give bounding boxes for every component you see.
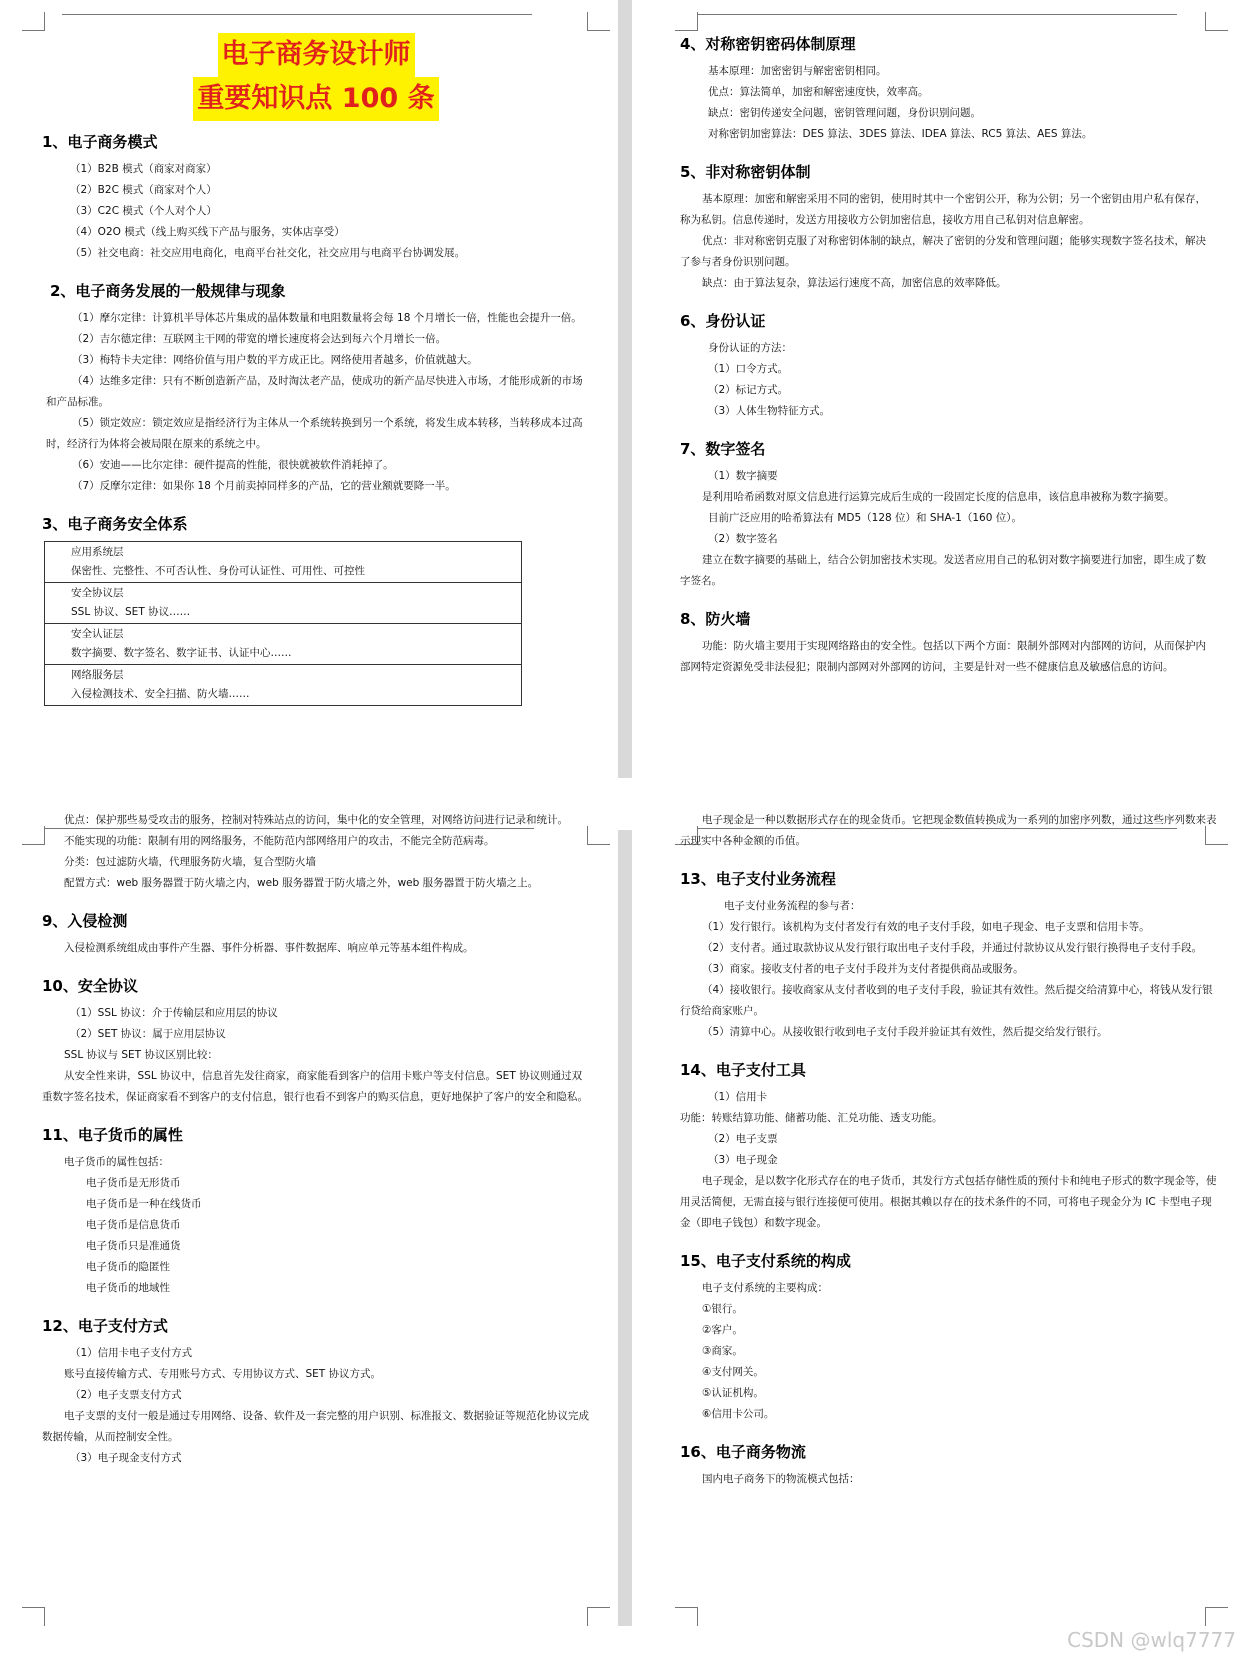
paragraph: 功能：防火墙主要用于实现网络路由的安全性。包括以下两个方面：限制外部网对内部网的访问，从而保护内部网特定资源免受非法侵犯；限制内部网对外部网的访问，主要是针对一些不健康信息及敏感信息的访问。 bbox=[680, 640, 1206, 673]
list-item: ①银行。 bbox=[702, 1303, 743, 1315]
table-cell bbox=[45, 542, 522, 583]
paragraph: 目前广泛应用的哈希算法有 MD5（128 位）和 SHA-1（160 位）。 bbox=[708, 512, 1022, 524]
table-row bbox=[45, 665, 522, 706]
table-row bbox=[45, 583, 522, 624]
paragraph: 建立在数字摘要的基础上，结合公钥加密技术实现。发送者应用自己的私钥对数字摘要进行加密，即生成了数字签名。 bbox=[680, 554, 1206, 587]
list-item: （1）发行银行。该机构为支付者发行有效的电子支付手段，如电子现金、电子支票和信用卡等。 bbox=[702, 921, 1150, 933]
list-item: （2）SET 协议：属于应用层协议 bbox=[70, 1028, 226, 1040]
document-page-1 bbox=[22, 0, 610, 778]
paragraph: 基本原理：加密和解密采用不同的密钥，使用时其中一个密钥公开，称为公钥；另一个密钥由用户私有保存，称为私钥。信息传递时，发送方用接收方公钥加密信息，接收方用自己私钥对信息解密。 bbox=[680, 193, 1206, 226]
corner-mark bbox=[587, 12, 610, 31]
sub-heading: （2）电子支票支付方式 bbox=[70, 1389, 182, 1401]
page-1-content bbox=[42, 33, 590, 706]
sub-heading: （1）信用卡 bbox=[708, 1091, 768, 1103]
paragraph: 优点：非对称密钥克服了对称密钥体制的缺点，解决了密钥的分发和管理问题；能够实现数字签名技术，解决了参与者身份识别问题。 bbox=[680, 235, 1206, 268]
title-line-2: 重要知识点 100 条 bbox=[193, 77, 438, 121]
table-row bbox=[45, 624, 522, 665]
table-row bbox=[45, 542, 522, 583]
list-item: （3）C2C 模式（个人对个人） bbox=[70, 205, 217, 217]
paragraph: 账号直接传输方式、专用账号方式、专用协议方式、SET 协议方式。 bbox=[64, 1368, 382, 1380]
table-cell bbox=[45, 665, 522, 706]
paragraph: （3）梅特卡夫定律：网络价值与用户数的平方成正比。网络使用者越多，价值就越大。 bbox=[72, 354, 478, 366]
list-item: 电子货币的隐匿性 bbox=[86, 1261, 170, 1273]
title-line-1: 电子商务设计师 bbox=[218, 33, 415, 77]
section-heading-8: 8、防火墙 bbox=[680, 610, 751, 628]
section-heading-9: 9、入侵检测 bbox=[42, 912, 128, 930]
layer-name: 安全协议层 bbox=[71, 587, 124, 599]
list-item: （4）O2O 模式（线上购买线下产品与服务，实体店享受） bbox=[70, 226, 345, 238]
section-heading-7: 7、数字签名 bbox=[680, 440, 766, 458]
section-heading-6: 6、身份认证 bbox=[680, 312, 766, 330]
list-item: ③商家。 bbox=[702, 1345, 743, 1357]
document-title bbox=[42, 33, 590, 77]
paragraph: 电子现金是一种以数据形式存在的现金货币。它把现金数值转换成为一系列的加密序列数，通过这些序列数来表示现实中各种金额的币值。 bbox=[680, 814, 1217, 847]
paragraph: 功能：转账结算功能、储蓄功能、汇兑功能、透支功能。 bbox=[680, 1112, 943, 1124]
corner-mark bbox=[1205, 1607, 1228, 1626]
list-item: 电子货币是信息货币 bbox=[86, 1219, 181, 1231]
list-item: 电子货币的地域性 bbox=[86, 1282, 170, 1294]
document-page-4 bbox=[675, 814, 1242, 1656]
paragraph: （5）锁定效应：锁定效应是指经济行为主体从一个系统转换到另一个系统，将发生成本转移，当转移成本过高时，经济行为体将会被局限在原来的系统之中。 bbox=[46, 417, 583, 450]
paragraph: 配置方式：web 服务器置于防火墙之内，web 服务器置于防火墙之外，web 服务器置于防火墙之上。 bbox=[64, 877, 539, 889]
list-item: ④支付网关。 bbox=[702, 1366, 764, 1378]
layer-detail: 保密性、完整性、不可否认性、身份可认证性、可用性、可控性 bbox=[71, 565, 365, 577]
list-item: （2）支付者。通过取款协议从发行银行取出电子支付手段，并通过付款协议从发行银行换得电子支付手段。 bbox=[702, 942, 1203, 954]
paragraph: （4）达维多定律：只有不断创造新产品，及时淘汰老产品，使成功的新产品尽快进入市场，才能形成新的市场和产品标准。 bbox=[46, 375, 583, 408]
paragraph: （6）安迪——比尔定律：硬件提高的性能，很快就被软件消耗掉了。 bbox=[72, 459, 394, 471]
section-heading-4: 4、对称密钥密码体制原理 bbox=[680, 35, 856, 53]
section-heading-2: 2、电子商务发展的一般规律与现象 bbox=[50, 282, 286, 300]
page-4-content bbox=[680, 810, 1222, 1490]
list-item: （4）接收银行。接收商家从支付者收到的电子支付手段，验证其有效性。然后提交给清算中心，将钱从发行银行贷给商家账户。 bbox=[680, 984, 1213, 1017]
section-heading-12: 12、电子支付方式 bbox=[42, 1317, 168, 1335]
list-item: 电子货币是无形货币 bbox=[86, 1177, 181, 1189]
table-cell bbox=[45, 624, 522, 665]
paragraph: 电子货币的属性包括： bbox=[64, 1156, 169, 1168]
sub-heading: （3）电子现金支付方式 bbox=[70, 1452, 182, 1464]
layer-detail: 数字摘要、数字签名、数字证书、认证中心…… bbox=[71, 647, 292, 659]
table-cell bbox=[45, 583, 522, 624]
document-page-3 bbox=[22, 814, 610, 1656]
section-heading-10: 10、安全协议 bbox=[42, 977, 138, 995]
corner-mark bbox=[675, 1607, 698, 1626]
corner-mark bbox=[1205, 12, 1228, 31]
list-item: ②客户。 bbox=[702, 1324, 743, 1336]
sub-heading: （2）电子支票 bbox=[708, 1133, 778, 1145]
sub-heading: （1）信用卡电子支付方式 bbox=[70, 1347, 193, 1359]
layer-name: 应用系统层 bbox=[71, 546, 124, 558]
sub-heading: （3）电子现金 bbox=[708, 1154, 778, 1166]
list-item: ⑥信用卡公司。 bbox=[702, 1408, 775, 1420]
list-item: ⑤认证机构。 bbox=[702, 1387, 764, 1399]
paragraph: （1）摩尔定律：计算机半导体芯片集成的晶体数量和电阻数量将会每 18 个月增长一倍，性能也会提升一倍。 bbox=[72, 312, 582, 324]
list-item: （1）B2B 模式（商家对商家） bbox=[70, 163, 217, 175]
list-item: （5）清算中心。从接收银行收到电子支付手段并验证其有效性，然后提交给发行银行。 bbox=[702, 1026, 1108, 1038]
section-heading-5: 5、非对称密钥体制 bbox=[680, 163, 811, 181]
layer-detail: 入侵检测技术、安全扫描、防火墙…… bbox=[71, 688, 250, 700]
header-rule bbox=[62, 14, 532, 15]
paragraph: （2）吉尔德定律：互联网主干网的带宽的增长速度将会达到每六个月增长一倍。 bbox=[72, 333, 447, 345]
corner-mark bbox=[675, 12, 698, 31]
paragraph: 缺点：密钥传递安全问题，密钥管理问题，身份识别问题。 bbox=[708, 107, 981, 119]
corner-mark bbox=[587, 1607, 610, 1626]
section-heading-3: 3、电子商务安全体系 bbox=[42, 515, 188, 533]
paragraph: 电子支票的支付一般是通过专用网络、设备、软件及一套完整的用户识别、标准报文、数据验证等规范化协议完成数据传输，从而控制安全性。 bbox=[42, 1410, 589, 1443]
paragraph: 优点：保护那些易受攻击的服务，控制对特殊站点的访问，集中化的安全管理，对网络访问进行记录和统计。 bbox=[64, 814, 568, 826]
page-3-content bbox=[42, 810, 590, 1469]
list-item: （3）商家。接收支付者的电子支付手段并为支付者提供商品或服务。 bbox=[702, 963, 1024, 975]
paragraph: 电子现金，是以数字化形式存在的电子货币，其发行方式包括存储性质的预付卡和纯电子形式的数字现金等，使用灵活简便，无需直接与银行连接便可使用。根据其赖以存在的技术条件的不同，可将电子现金分为 IC 卡型电子现金（即电子钱包）和数字现金。 bbox=[680, 1175, 1217, 1229]
paragraph: 分类：包过滤防火墙，代理服务防火墙，复合型防火墙 bbox=[64, 856, 316, 868]
list-item: （2）B2C 模式（商家对个人） bbox=[70, 184, 217, 196]
document-subtitle bbox=[42, 77, 590, 121]
section-heading-11: 11、电子货币的属性 bbox=[42, 1126, 183, 1144]
section-heading-13: 13、电子支付业务流程 bbox=[680, 870, 836, 888]
paragraph: SSL 协议与 SET 协议区别比较： bbox=[64, 1049, 218, 1061]
layer-detail: SSL 协议、SET 协议…… bbox=[71, 606, 191, 618]
page-gutter-bottom bbox=[618, 830, 632, 1626]
sub-heading: （2）数字签名 bbox=[708, 533, 778, 545]
header-rule bbox=[697, 14, 1177, 15]
section-heading-1: 1、电子商务模式 bbox=[42, 133, 158, 151]
paragraph: 国内电子商务下的物流模式包括： bbox=[702, 1473, 860, 1485]
list-item: 电子货币是一种在线货币 bbox=[86, 1198, 202, 1210]
list-item: 电子货币只是准通货 bbox=[86, 1240, 181, 1252]
corner-mark bbox=[22, 12, 45, 31]
layer-name: 网络服务层 bbox=[71, 669, 124, 681]
list-item: （1）SSL 协议：介于传输层和应用层的协议 bbox=[70, 1007, 278, 1019]
paragraph: 入侵检测系统组成由事件产生器、事件分析器、事件数据库、响应单元等基本组件构成。 bbox=[64, 942, 474, 954]
page-gutter-top bbox=[618, 0, 632, 778]
sub-heading: （1）数字摘要 bbox=[708, 470, 778, 482]
section-heading-15: 15、电子支付系统的构成 bbox=[680, 1252, 851, 1270]
list-item: （5）社交电商：社交应用电商化，电商平台社交化，社交应用与电商平台协调发展。 bbox=[70, 247, 466, 259]
corner-mark bbox=[22, 1607, 45, 1626]
document-page-2 bbox=[675, 0, 1242, 778]
list-item: （2）标记方式。 bbox=[708, 384, 789, 396]
section-heading-14: 14、电子支付工具 bbox=[680, 1061, 806, 1079]
corner-mark bbox=[587, 826, 610, 845]
security-system-table bbox=[44, 541, 522, 706]
paragraph: 电子支付业务流程的参与者： bbox=[724, 900, 861, 912]
paragraph: 是利用哈希函数对原文信息进行运算完成后生成的一段固定长度的信息串，该信息串被称为数字摘要。 bbox=[702, 491, 1175, 503]
layer-name: 安全认证层 bbox=[71, 628, 124, 640]
paragraph: 不能实现的功能：限制有用的网络服务，不能防范内部网络用户的攻击，不能完全防范病毒。 bbox=[64, 835, 495, 847]
paragraph: （7）反摩尔定律：如果你 18 个月前卖掉同样多的产品，它的营业额就要降一半。 bbox=[72, 480, 456, 492]
paragraph: 对称密钥加密算法：DES 算法、3DES 算法、IDEA 算法、RC5 算法、AES 算法。 bbox=[708, 128, 1093, 140]
list-item: （3）人体生物特征方式。 bbox=[708, 405, 831, 417]
paragraph: 基本原理：加密密钥与解密密钥相同。 bbox=[708, 65, 887, 77]
page-2-content bbox=[680, 33, 1212, 678]
csdn-watermark: CSDN @wlq7777 bbox=[1067, 1628, 1236, 1652]
paragraph: 从安全性来讲，SSL 协议中，信息首先发往商家，商家能看到客户的信用卡账户等支付信息。SET 协议则通过双重数字签名技术，保证商家看不到客户的支付信息，银行也看不到客户的购买信息，更好地保护了客户的安全和隐私。 bbox=[42, 1070, 588, 1103]
paragraph: 优点：算法简单，加密和解密速度快，效率高。 bbox=[708, 86, 929, 98]
paragraph: 缺点：由于算法复杂，算法运行速度不高，加密信息的效率降低。 bbox=[702, 277, 1007, 289]
paragraph: 身份认证的方法： bbox=[708, 342, 792, 354]
section-heading-16: 16、电子商务物流 bbox=[680, 1443, 806, 1461]
paragraph: 电子支付系统的主要构成： bbox=[702, 1282, 828, 1294]
list-item: （1）口令方式。 bbox=[708, 363, 789, 375]
